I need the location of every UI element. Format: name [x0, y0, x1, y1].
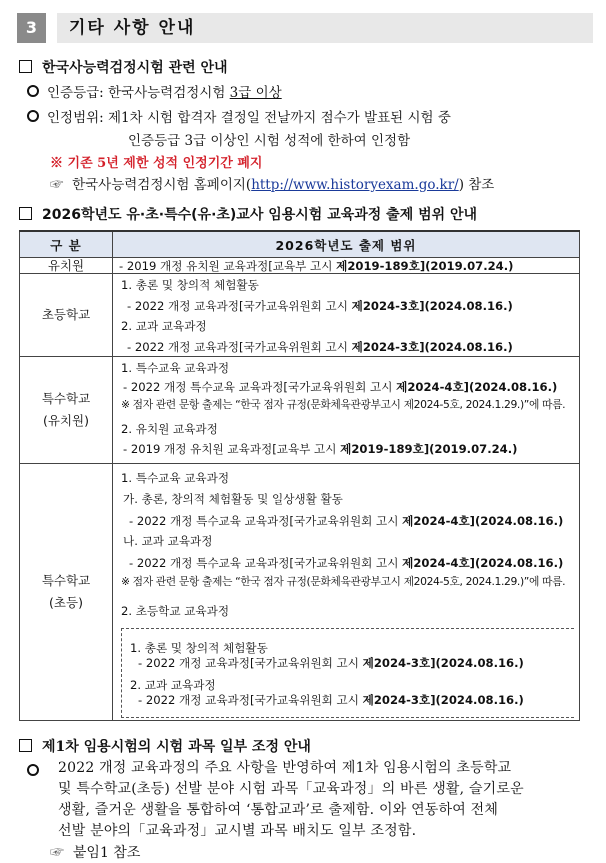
section-title: 기타 사항 안내: [57, 13, 593, 43]
kh-grade-line: 인증등급: 한국사능력검정시험 3급 이상: [27, 81, 282, 101]
spk-line4: 2. 유치원 교육과정: [121, 422, 218, 436]
col-header-range: 2026학년도 출제 범위: [113, 231, 580, 258]
spe-line2: 가. 총론, 창의적 체험활동 및 일상생활 활동: [123, 492, 343, 506]
scope-heading: 2026학년도 유·초·특수(유·초)교사 임용시험 교육과정 출제 범위 안내: [19, 204, 477, 224]
row-label-special-elem: 특수학교 (초등): [20, 464, 113, 721]
table-row-special-elem: [20, 464, 580, 721]
section-number: 3: [17, 13, 46, 43]
adjust-para-line2: 및 특수학교(초등) 선발 분야 시험 과목「교육과정」의 바른 생활, 슬기로운: [58, 781, 524, 797]
kh-heading: 한국사능력검정시험 관련 안내: [19, 57, 228, 77]
adjust-para-line1: 2022 개정 교육과정의 주요 사항을 반영하여 제1차 임용시험의 초등학교: [58, 760, 512, 776]
elem-line1: 1. 총론 및 창의적 체험활동: [121, 278, 259, 292]
bullet-icon: [27, 764, 39, 776]
kh-notice: ※ 기존 5년 제한 성적 인정기간 폐지: [50, 156, 263, 171]
kh-reference: ☞ 한국사능력검정시험 홈페이지(http://www.historyexam.go.kr/) 참조: [50, 177, 495, 193]
spk-line1: 1. 특수교육 교육과정: [121, 361, 230, 375]
table-row-elementary: [20, 274, 580, 357]
section-header: [17, 13, 593, 43]
sub-line3: 2. 교과 교육과정: [130, 678, 216, 692]
elem-line4: - 2022 개정 교육과정[국가교육위원회 고시 제2024-3호](2024.08.16.): [127, 340, 513, 354]
table-header-row: [20, 231, 580, 258]
spk-line5: - 2019 개정 유치원 교육과정[교육부 고시 제2019-189호](2019.07.24.): [123, 442, 518, 456]
sub-line4: - 2022 개정 교육과정[국가교육위원회 고시 제2024-3호](2024.08.16.): [138, 693, 524, 707]
sub-line1: 1. 총론 및 창의적 체험활동: [130, 641, 268, 655]
spk-line2: - 2022 개정 특수교육 교육과정[국가교육위원회 고시 제2024-4호](2024.08.16.): [123, 380, 558, 394]
bullet-icon: [27, 85, 39, 97]
checkbox-square-icon: [19, 60, 32, 73]
elementary-curriculum-subbox: [121, 628, 574, 718]
table-row-kindergarten: [20, 258, 580, 274]
adjust-reference: ☞ 붙임1 참조: [50, 845, 141, 861]
row-label-elementary: 초등학교: [20, 274, 113, 357]
elem-line2: - 2022 개정 교육과정[국가교육위원회 고시 제2024-3호](2024.08.16.): [127, 299, 513, 313]
kinder-line: - 2019 개정 유치원 교육과정[교육부 고시 제2019-189호](2019.07.24.): [119, 259, 514, 273]
history-exam-link[interactable]: http://www.historyexam.go.kr/: [251, 177, 459, 193]
bullet-icon: [27, 110, 39, 122]
spe-line5: - 2022 개정 특수교육 교육과정[국가교육위원회 고시 제2024-4호](2024.08.16.): [129, 556, 564, 570]
adjust-para-line4: 선발 분야의「교육과정」교시별 과목 배치도 일부 조정함.: [58, 823, 417, 839]
spe-line7: 2. 초등학교 교육과정: [121, 604, 230, 618]
kh-range-line2: 인증등급 3급 이상인 시험 성적에 한하여 인정함: [128, 133, 411, 149]
scope-table: [19, 230, 580, 721]
pointing-hand-icon: ☞: [50, 177, 64, 193]
kh-range-line1: 인정범위: 제1차 시험 합격자 결정일 전날까지 점수가 발표된 시험 중: [27, 106, 451, 126]
table-row-special-kinder: [20, 357, 580, 464]
spe-line1: 1. 특수교육 교육과정: [121, 471, 230, 485]
adjust-heading: 제1차 임용시험의 시험 과목 일부 조정 안내: [19, 736, 311, 756]
adjust-para-line3: 생활, 즐거운 생활을 통합하여 ‘통합교과’로 출제함. 이와 연동하여 전체: [58, 802, 499, 818]
col-header-category: 구 분: [20, 231, 113, 258]
row-label-special-kinder: 특수학교 (유치원): [20, 357, 113, 464]
spe-line3: - 2022 개정 특수교육 교육과정[국가교육위원회 고시 제2024-4호](2024.08.16.): [129, 514, 564, 528]
spe-braille-note: ※ 점자 관련 문항 출제는 “한국 점자 규정(문화체육관광부고시 제2024-5호, 2024.1.29.)”에 따름.: [121, 575, 566, 588]
checkbox-square-icon: [19, 207, 32, 220]
row-label-kindergarten: 유치원: [20, 258, 113, 274]
checkbox-square-icon: [19, 739, 32, 752]
sub-line2: - 2022 개정 교육과정[국가교육위원회 고시 제2024-3호](2024.08.16.): [138, 656, 524, 670]
elem-line3: 2. 교과 교육과정: [121, 319, 207, 333]
pointing-hand-icon: ☞: [50, 845, 64, 861]
kh-grade-value: 3급 이상: [229, 85, 282, 101]
spe-line4: 나. 교과 교육과정: [123, 534, 213, 548]
spk-braille-note: ※ 점자 관련 문항 출제는 “한국 점자 규정(문화체육관광부고시 제2024-5호, 2024.1.29.)”에 따름.: [121, 398, 566, 411]
